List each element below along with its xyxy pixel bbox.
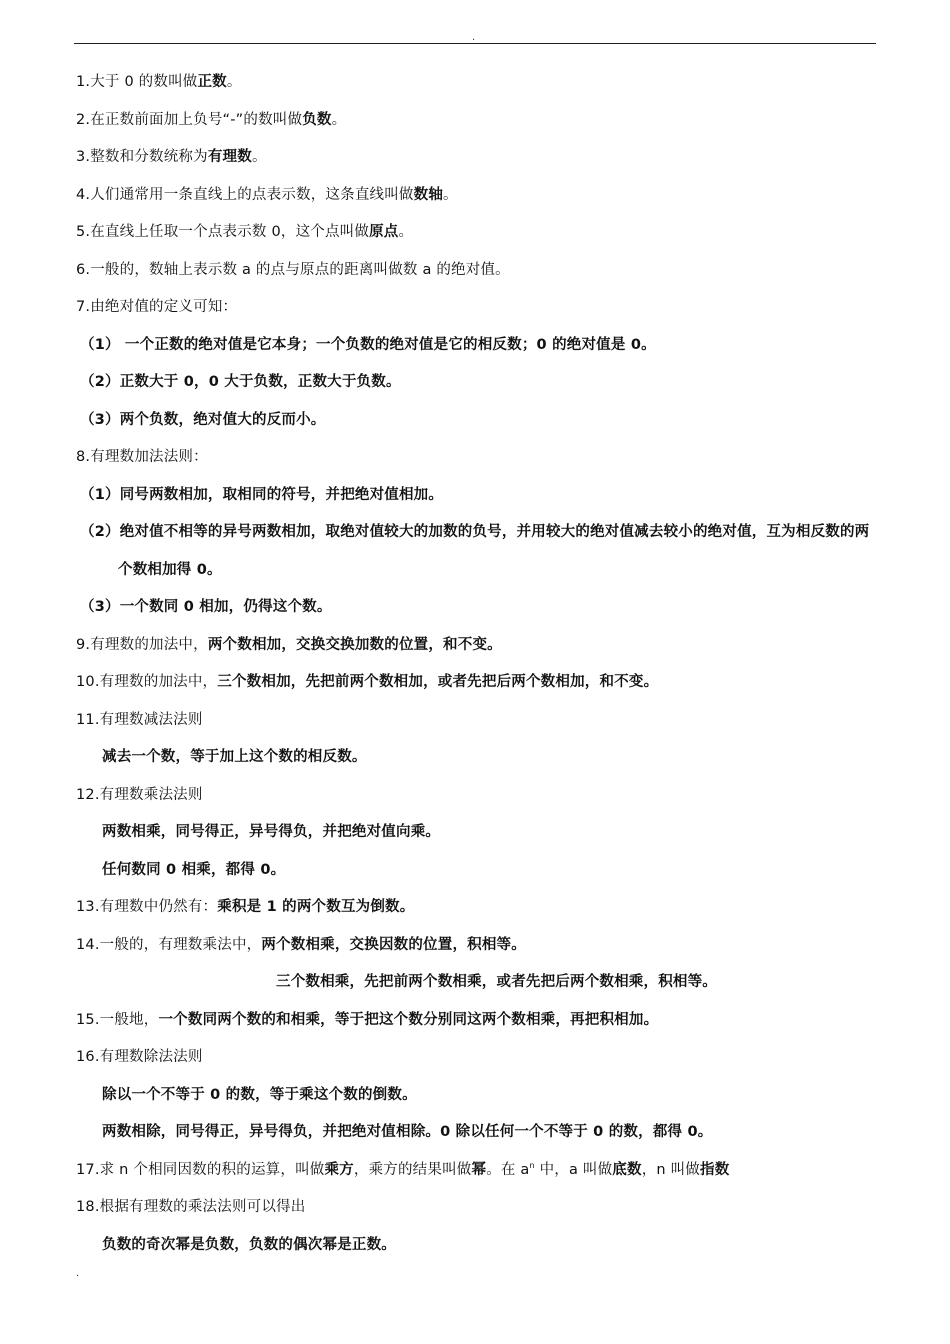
item-2-term: 负数 <box>302 111 332 128</box>
item-15 <box>76 1002 876 1040</box>
item-3-end: 。 <box>251 149 267 165</box>
item-12: 12.有理数乘法法则 <box>76 786 203 803</box>
item-17-text-1: 17.求 n 个相同因数的积的运算，叫做 <box>76 1161 325 1178</box>
item-17-exponent: n <box>529 1160 535 1170</box>
item-9-rule: 两个数相加，交换交换加数的位置，和不变。 <box>207 636 502 653</box>
item-10-text: 10.有理数的加法中， <box>76 674 218 690</box>
item-1 <box>76 64 876 102</box>
item-8-sub-2: （2）绝对值不相等的异号两数相加，取绝对值较大的加数的负号，并用较大的绝对值减去较小的绝对值，互为相反数的两个数相加得 0。 <box>80 524 870 578</box>
item-16: 16.有理数除法法则 <box>76 1049 203 1065</box>
item-7-sub-3: （3）两个负数，绝对值大的反而小。 <box>80 411 326 428</box>
item-10-rule: 三个数相加，先把前两个数相加，或者先把后两个数相加，和不变。 <box>217 674 659 690</box>
item-11: 11.有理数减法法则 <box>76 711 203 728</box>
item-16-rule-2: 两数相除，同号得正，异号得负，并把绝对值相除。0 除以任何一个不等于 0 的数，都得 0。 <box>102 1124 713 1140</box>
item-1-term: 正数 <box>197 74 227 90</box>
item-18-rule: 负数的奇次幂是负数，负数的偶次幂是正数。 <box>102 1236 396 1253</box>
item-12-rule-2: 任何数同 0 相乘，都得 0。 <box>102 861 286 878</box>
item-12-rule-1: 两数相乘，同号得正，异号得负，并把绝对值向乘。 <box>102 824 441 840</box>
item-14 <box>76 927 876 965</box>
item-15-text: 15.一般地， <box>76 1011 159 1028</box>
item-5-end: 。 <box>398 224 414 240</box>
item-7-sub-1: （1） 一个正数的绝对值是它本身；一个负数的绝对值是它的相反数；0 的绝对值是 0。 <box>80 336 656 353</box>
item-1-end: 。 <box>226 74 242 90</box>
item-7-sub-2: （2）正数大于 0，0 大于负数，正数大于负数。 <box>80 374 401 390</box>
item-2-text: 2.在正数前面加上负号“-”的数叫做 <box>76 111 303 128</box>
item-4-term: 数轴 <box>413 186 444 203</box>
item-17-text-4: 中，a 叫做 <box>534 1161 613 1178</box>
item-3-term: 有理数 <box>207 149 252 165</box>
item-9-text: 9.有理数的加法中， <box>76 636 208 653</box>
item-13-rule: 乘积是 1 的两个数互为倒数。 <box>217 899 415 915</box>
item-8-sub-3: （3）一个数同 0 相加，仍得这个数。 <box>80 599 332 615</box>
document-body <box>76 64 876 1264</box>
item-18: 18.根据有理数的乘法法则可以得出 <box>76 1199 306 1215</box>
item-2-end: 。 <box>331 111 347 128</box>
item-9 <box>76 627 876 665</box>
item-8-sub-1: （1）同号两数相加，取相同的符号，并把绝对值相加。 <box>80 486 444 503</box>
item-17-text-5: ，n 叫做 <box>641 1161 700 1178</box>
item-5 <box>76 214 876 252</box>
item-5-text: 5.在直线上任取一个点表示数 0，这个点叫做 <box>76 224 370 240</box>
item-7: 7.由绝对值的定义可知： <box>76 299 238 315</box>
item-5-term: 原点 <box>369 224 399 240</box>
item-17-term-result: 幂 <box>471 1161 487 1178</box>
item-2 <box>76 102 876 140</box>
item-17-text-3: 。在 a <box>486 1161 530 1178</box>
item-14-text: 14.一般的，有理数乘法中， <box>76 936 262 953</box>
item-11-rule: 减去一个数，等于加上这个数的相反数。 <box>102 749 367 765</box>
item-1-text: 1.大于 0 的数叫做 <box>76 74 198 90</box>
header-rule <box>74 43 876 44</box>
footer-mark: . <box>76 1268 80 1279</box>
item-8: 8.有理数加法法则： <box>76 449 208 465</box>
item-4 <box>76 177 876 215</box>
item-16-rule-1: 除以一个不等于 0 的数，等于乘这个数的倒数。 <box>102 1086 417 1103</box>
item-17-text-2: ，乘方的结果叫做 <box>353 1161 472 1178</box>
item-4-text: 4.人们通常用一条直线上的点表示数，这条直线叫做 <box>76 186 414 203</box>
header-mark: . <box>472 32 476 43</box>
item-14-rule-1: 两个数相乘，交换因数的位置，积相等。 <box>261 936 526 953</box>
item-3-text: 3.整数和分数统称为 <box>76 149 208 165</box>
item-17-term-exponent: 指数 <box>700 1161 730 1178</box>
item-6: 6.一般的，数轴上表示数 a 的点与原点的距离叫做数 a 的绝对值。 <box>76 261 510 278</box>
item-4-end: 。 <box>443 186 458 203</box>
item-13-text: 13.有理数中仍然有： <box>76 899 218 915</box>
item-10 <box>76 664 876 702</box>
item-15-rule: 一个数同两个数的和相乘，等于把这个数分别同这两个数相乘，再把积相加。 <box>158 1011 659 1028</box>
item-17-term-base: 底数 <box>612 1161 642 1178</box>
item-17-term-power: 乘方 <box>324 1161 354 1178</box>
item-17 <box>76 1152 876 1190</box>
item-14-rule-2: 三个数相乘，先把前两个数相乘，或者先把后两个数相乘，积相等。 <box>276 974 717 990</box>
item-13 <box>76 889 876 927</box>
item-3 <box>76 139 876 177</box>
